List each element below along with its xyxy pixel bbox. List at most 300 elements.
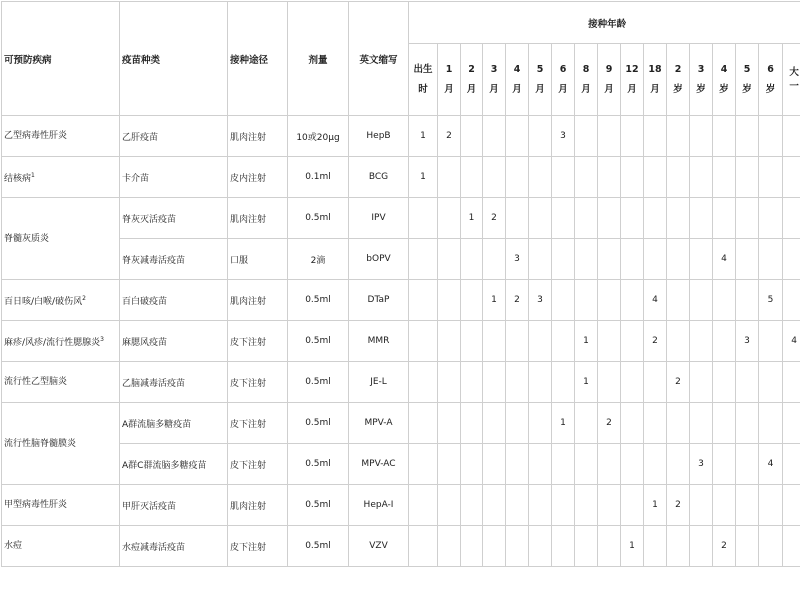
dose-cell: 0.5ml bbox=[288, 403, 349, 444]
age-number: 12 bbox=[623, 60, 641, 80]
dose-number-cell bbox=[783, 157, 800, 198]
header-age: 接种年龄 bbox=[409, 2, 800, 44]
dose-number-cell bbox=[783, 403, 800, 444]
age-unit: 月 bbox=[440, 80, 458, 100]
table-row bbox=[2, 116, 800, 157]
dose-number-cell bbox=[759, 157, 783, 198]
age-column-header bbox=[506, 44, 529, 116]
route-cell: 皮下注射 bbox=[228, 403, 288, 444]
vaccine-name: 卡介苗 bbox=[120, 157, 228, 198]
dose-number-cell bbox=[529, 321, 552, 362]
dose-number-cell bbox=[552, 198, 575, 239]
dose-number-cell: 2 bbox=[667, 362, 690, 403]
dose-number-cell bbox=[690, 362, 713, 403]
dose-number-cell bbox=[690, 116, 713, 157]
age-number: 大一 bbox=[785, 66, 800, 94]
vaccine-name: 乙脑减毒活疫苗 bbox=[120, 362, 228, 403]
dose-number-cell bbox=[598, 116, 621, 157]
dose-cell: 0.5ml bbox=[288, 198, 349, 239]
dose-number-cell: 2 bbox=[713, 526, 736, 567]
table-row bbox=[2, 280, 800, 321]
age-unit: 月 bbox=[600, 80, 618, 100]
dose-number-cell bbox=[529, 403, 552, 444]
abbr-cell: MMR bbox=[349, 321, 409, 362]
dose-number-cell bbox=[461, 116, 483, 157]
dose-number-cell bbox=[621, 485, 644, 526]
dose-number-cell: 1 bbox=[621, 526, 644, 567]
age-column-header bbox=[644, 44, 667, 116]
vaccine-name: 甲肝灭活疫苗 bbox=[120, 485, 228, 526]
dose-number-cell: 4 bbox=[783, 321, 800, 362]
dose-number-cell bbox=[783, 280, 800, 321]
age-unit: 月 bbox=[646, 80, 664, 100]
dose-number-cell bbox=[598, 526, 621, 567]
disease-name: 脊髓灰质炎 bbox=[4, 234, 49, 244]
dose-number-cell bbox=[461, 239, 483, 280]
route-cell: 肌肉注射 bbox=[228, 198, 288, 239]
dose-number-cell bbox=[461, 157, 483, 198]
table-row bbox=[2, 321, 800, 362]
dose-number-cell bbox=[506, 157, 529, 198]
age-unit: 月 bbox=[508, 80, 526, 100]
dose-number-cell bbox=[644, 444, 667, 485]
dose-number-cell bbox=[483, 526, 506, 567]
dose-number-cell bbox=[621, 403, 644, 444]
dose-number-cell bbox=[713, 362, 736, 403]
dose-number-cell bbox=[529, 444, 552, 485]
table-row bbox=[2, 444, 800, 485]
dose-number-cell bbox=[713, 198, 736, 239]
dose-number-cell bbox=[667, 239, 690, 280]
age-column-header bbox=[483, 44, 506, 116]
dose-number-cell bbox=[409, 444, 438, 485]
dose-number-cell bbox=[409, 198, 438, 239]
dose-number-cell bbox=[621, 444, 644, 485]
dose-number-cell bbox=[409, 239, 438, 280]
dose-number-cell bbox=[598, 157, 621, 198]
dose-number-cell bbox=[483, 239, 506, 280]
dose-number-cell bbox=[409, 526, 438, 567]
dose-number-cell bbox=[506, 444, 529, 485]
age-number: 18 bbox=[646, 60, 664, 80]
age-unit: 月 bbox=[577, 80, 595, 100]
table-row bbox=[2, 403, 800, 444]
dose-number-cell bbox=[713, 321, 736, 362]
footnote-marker: 2 bbox=[82, 295, 86, 302]
table-row bbox=[2, 239, 800, 280]
dose-number-cell: 4 bbox=[644, 280, 667, 321]
age-column-header bbox=[409, 44, 438, 116]
disease-name: 麻疹/风疹/流行性腮腺炎 bbox=[4, 338, 100, 348]
age-column-header bbox=[736, 44, 759, 116]
dose-number-cell bbox=[713, 444, 736, 485]
dose-number-cell bbox=[598, 321, 621, 362]
age-unit: 岁 bbox=[738, 80, 756, 100]
dose-number-cell bbox=[667, 280, 690, 321]
dose-number-cell bbox=[736, 403, 759, 444]
dose-number-cell: 2 bbox=[644, 321, 667, 362]
dose-number-cell: 3 bbox=[506, 239, 529, 280]
header-vaccine: 疫苗种类 bbox=[120, 2, 228, 116]
dose-number-cell bbox=[461, 362, 483, 403]
dose-number-cell bbox=[552, 526, 575, 567]
dose-number-cell bbox=[736, 526, 759, 567]
age-number: 4 bbox=[508, 60, 526, 80]
dose-number-cell bbox=[438, 362, 461, 403]
dose-number-cell bbox=[506, 362, 529, 403]
dose-number-cell bbox=[736, 444, 759, 485]
dose-number-cell bbox=[461, 526, 483, 567]
dose-number-cell bbox=[690, 239, 713, 280]
dose-number-cell: 2 bbox=[598, 403, 621, 444]
disease-cell bbox=[2, 403, 120, 485]
age-column-header bbox=[667, 44, 690, 116]
route-cell: 皮下注射 bbox=[228, 444, 288, 485]
dose-number-cell bbox=[713, 116, 736, 157]
dose-number-cell bbox=[736, 485, 759, 526]
dose-number-cell bbox=[409, 485, 438, 526]
disease-cell bbox=[2, 321, 120, 362]
age-unit: 月 bbox=[463, 80, 480, 100]
dose-number-cell bbox=[529, 116, 552, 157]
dose-number-cell bbox=[759, 198, 783, 239]
age-unit: 月 bbox=[531, 80, 549, 100]
dose-number-cell bbox=[621, 198, 644, 239]
abbr-cell: HepB bbox=[349, 116, 409, 157]
dose-number-cell bbox=[667, 403, 690, 444]
disease-cell bbox=[2, 116, 120, 157]
vaccine-name: 乙肝疫苗 bbox=[120, 116, 228, 157]
dose-number-cell bbox=[667, 444, 690, 485]
dose-number-cell bbox=[621, 116, 644, 157]
age-unit: 岁 bbox=[669, 80, 687, 100]
disease-cell bbox=[2, 362, 120, 403]
dose-number-cell bbox=[529, 239, 552, 280]
route-cell: 肌肉注射 bbox=[228, 116, 288, 157]
disease-cell bbox=[2, 198, 120, 280]
dose-number-cell bbox=[506, 116, 529, 157]
age-column-header bbox=[575, 44, 598, 116]
age-column-header bbox=[529, 44, 552, 116]
dose-number-cell bbox=[783, 362, 800, 403]
dose-cell: 0.5ml bbox=[288, 485, 349, 526]
dose-number-cell bbox=[506, 198, 529, 239]
dose-number-cell: 1 bbox=[552, 403, 575, 444]
dose-number-cell bbox=[713, 280, 736, 321]
dose-number-cell bbox=[783, 239, 800, 280]
dose-number-cell bbox=[552, 239, 575, 280]
disease-cell bbox=[2, 280, 120, 321]
dose-cell: 2滴 bbox=[288, 239, 349, 280]
age-column-header bbox=[713, 44, 736, 116]
age-column-header bbox=[759, 44, 783, 116]
vaccination-schedule-table bbox=[1, 1, 800, 567]
dose-number-cell bbox=[667, 321, 690, 362]
dose-number-cell bbox=[461, 321, 483, 362]
dose-number-cell bbox=[783, 116, 800, 157]
dose-number-cell bbox=[690, 280, 713, 321]
dose-number-cell bbox=[575, 239, 598, 280]
disease-cell bbox=[2, 157, 120, 198]
dose-number-cell bbox=[736, 362, 759, 403]
dose-number-cell: 3 bbox=[690, 444, 713, 485]
dose-number-cell bbox=[759, 403, 783, 444]
dose-number-cell bbox=[783, 485, 800, 526]
dose-number-cell bbox=[598, 444, 621, 485]
vaccine-name: A群流脑多糖疫苗 bbox=[120, 403, 228, 444]
header-dose: 剂量 bbox=[288, 2, 349, 116]
dose-number-cell bbox=[461, 485, 483, 526]
dose-number-cell bbox=[736, 157, 759, 198]
dose-number-cell bbox=[575, 157, 598, 198]
dose-number-cell: 2 bbox=[667, 485, 690, 526]
dose-number-cell: 2 bbox=[506, 280, 529, 321]
age-number: 6 bbox=[761, 60, 780, 80]
dose-number-cell: 4 bbox=[713, 239, 736, 280]
dose-number-cell: 5 bbox=[759, 280, 783, 321]
dose-number-cell bbox=[461, 444, 483, 485]
dose-number-cell bbox=[783, 526, 800, 567]
age-number: 3 bbox=[692, 60, 710, 80]
dose-number-cell bbox=[598, 239, 621, 280]
dose-number-cell bbox=[644, 362, 667, 403]
disease-cell bbox=[2, 526, 120, 567]
dose-number-cell bbox=[483, 485, 506, 526]
dose-number-cell bbox=[598, 198, 621, 239]
dose-number-cell bbox=[438, 321, 461, 362]
abbr-cell: DTaP bbox=[349, 280, 409, 321]
dose-number-cell bbox=[575, 444, 598, 485]
dose-number-cell bbox=[783, 198, 800, 239]
age-number: 出生 bbox=[411, 60, 435, 80]
route-cell: 皮下注射 bbox=[228, 321, 288, 362]
age-unit: 时 bbox=[411, 80, 435, 100]
dose-number-cell bbox=[644, 116, 667, 157]
dose-number-cell bbox=[667, 157, 690, 198]
age-unit: 岁 bbox=[692, 80, 710, 100]
dose-number-cell bbox=[598, 485, 621, 526]
header-disease: 可预防疾病 bbox=[2, 2, 120, 116]
dose-cell: 0.5ml bbox=[288, 321, 349, 362]
header-abbr: 英文缩写 bbox=[349, 2, 409, 116]
dose-number-cell bbox=[644, 198, 667, 239]
dose-number-cell bbox=[713, 485, 736, 526]
abbr-cell: MPV-A bbox=[349, 403, 409, 444]
table-row bbox=[2, 362, 800, 403]
age-number: 3 bbox=[485, 60, 503, 80]
dose-number-cell bbox=[483, 116, 506, 157]
route-cell: 皮内注射 bbox=[228, 157, 288, 198]
dose-number-cell bbox=[483, 362, 506, 403]
dose-number-cell bbox=[644, 403, 667, 444]
route-cell: 皮下注射 bbox=[228, 526, 288, 567]
dose-number-cell bbox=[506, 321, 529, 362]
dose-number-cell bbox=[552, 280, 575, 321]
dose-number-cell bbox=[644, 157, 667, 198]
dose-number-cell bbox=[759, 239, 783, 280]
dose-number-cell bbox=[438, 403, 461, 444]
route-cell: 肌肉注射 bbox=[228, 485, 288, 526]
dose-number-cell bbox=[438, 280, 461, 321]
dose-number-cell bbox=[438, 157, 461, 198]
dose-number-cell bbox=[736, 198, 759, 239]
vaccine-name: 水痘减毒活疫苗 bbox=[120, 526, 228, 567]
dose-number-cell bbox=[713, 157, 736, 198]
age-number: 9 bbox=[600, 60, 618, 80]
disease-name: 乙型病毒性肝炎 bbox=[4, 131, 67, 141]
dose-number-cell bbox=[575, 485, 598, 526]
dose-number-cell bbox=[529, 198, 552, 239]
dose-number-cell bbox=[483, 321, 506, 362]
footnote-marker: 1 bbox=[31, 172, 35, 179]
dose-number-cell bbox=[690, 157, 713, 198]
dose-number-cell bbox=[759, 116, 783, 157]
dose-number-cell bbox=[759, 526, 783, 567]
abbr-cell: IPV bbox=[349, 198, 409, 239]
age-number: 2 bbox=[669, 60, 687, 80]
footnote-marker: 3 bbox=[100, 336, 104, 343]
dose-number-cell bbox=[690, 526, 713, 567]
age-number: 6 bbox=[554, 60, 572, 80]
dose-number-cell bbox=[552, 444, 575, 485]
dose-number-cell bbox=[690, 198, 713, 239]
header-route: 接种途径 bbox=[228, 2, 288, 116]
age-column-header bbox=[438, 44, 461, 116]
dose-number-cell bbox=[759, 321, 783, 362]
dose-number-cell bbox=[552, 157, 575, 198]
age-number: 4 bbox=[715, 60, 733, 80]
dose-number-cell bbox=[552, 485, 575, 526]
dose-number-cell: 3 bbox=[552, 116, 575, 157]
dose-number-cell bbox=[552, 362, 575, 403]
dose-cell: 10或20μg bbox=[288, 116, 349, 157]
disease-cell bbox=[2, 485, 120, 526]
dose-number-cell bbox=[483, 403, 506, 444]
table-row bbox=[2, 198, 800, 239]
vaccine-name: 麻腮风疫苗 bbox=[120, 321, 228, 362]
route-cell: 肌肉注射 bbox=[228, 280, 288, 321]
abbr-cell: VZV bbox=[349, 526, 409, 567]
dose-number-cell bbox=[690, 485, 713, 526]
table-row bbox=[2, 485, 800, 526]
dose-number-cell bbox=[409, 321, 438, 362]
age-unit: 月 bbox=[485, 80, 503, 100]
disease-name: 水痘 bbox=[4, 541, 22, 551]
dose-number-cell bbox=[552, 321, 575, 362]
table-row bbox=[2, 157, 800, 198]
dose-number-cell bbox=[529, 362, 552, 403]
dose-number-cell: 1 bbox=[483, 280, 506, 321]
abbr-cell: BCG bbox=[349, 157, 409, 198]
dose-number-cell bbox=[461, 403, 483, 444]
dose-number-cell bbox=[575, 198, 598, 239]
dose-number-cell bbox=[461, 280, 483, 321]
dose-number-cell: 1 bbox=[409, 116, 438, 157]
age-number: 8 bbox=[577, 60, 595, 80]
dose-number-cell bbox=[483, 157, 506, 198]
dose-number-cell bbox=[438, 198, 461, 239]
dose-cell: 0.1ml bbox=[288, 157, 349, 198]
dose-number-cell bbox=[621, 157, 644, 198]
dose-number-cell bbox=[506, 403, 529, 444]
dose-number-cell: 4 bbox=[759, 444, 783, 485]
disease-name: 百日咳/白喉/破伤风 bbox=[4, 297, 82, 307]
disease-name: 流行性乙型脑炎 bbox=[4, 377, 67, 387]
dose-number-cell bbox=[438, 444, 461, 485]
dose-number-cell bbox=[667, 198, 690, 239]
age-unit: 岁 bbox=[761, 80, 780, 100]
dose-number-cell bbox=[575, 116, 598, 157]
disease-name: 甲型病毒性肝炎 bbox=[4, 500, 67, 510]
dose-number-cell bbox=[621, 362, 644, 403]
age-number: 5 bbox=[531, 60, 549, 80]
vaccine-name: A群C群流脑多糖疫苗 bbox=[120, 444, 228, 485]
dose-number-cell bbox=[529, 485, 552, 526]
age-column-header bbox=[552, 44, 575, 116]
dose-number-cell: 2 bbox=[483, 198, 506, 239]
vaccine-name: 脊灰灭活疫苗 bbox=[120, 198, 228, 239]
abbr-cell: bOPV bbox=[349, 239, 409, 280]
age-number: 2 bbox=[463, 60, 480, 80]
age-column-header bbox=[690, 44, 713, 116]
age-column-header bbox=[598, 44, 621, 116]
dose-number-cell bbox=[690, 403, 713, 444]
dose-number-cell bbox=[759, 362, 783, 403]
dose-number-cell bbox=[529, 526, 552, 567]
dose-number-cell bbox=[759, 485, 783, 526]
dose-number-cell bbox=[783, 444, 800, 485]
vaccine-name: 百白破疫苗 bbox=[120, 280, 228, 321]
dose-number-cell bbox=[713, 403, 736, 444]
abbr-cell: JE-L bbox=[349, 362, 409, 403]
age-number: 1 bbox=[440, 60, 458, 80]
route-cell: 口服 bbox=[228, 239, 288, 280]
dose-number-cell bbox=[409, 280, 438, 321]
dose-number-cell bbox=[575, 526, 598, 567]
dose-number-cell bbox=[667, 116, 690, 157]
dose-number-cell bbox=[506, 485, 529, 526]
dose-number-cell: 3 bbox=[529, 280, 552, 321]
disease-name: 流行性脑脊髓膜炎 bbox=[4, 439, 76, 449]
dose-number-cell: 1 bbox=[575, 362, 598, 403]
dose-number-cell: 1 bbox=[575, 321, 598, 362]
dose-number-cell bbox=[621, 239, 644, 280]
vaccine-name: 脊灰减毒活疫苗 bbox=[120, 239, 228, 280]
dose-number-cell bbox=[575, 280, 598, 321]
age-number: 5 bbox=[738, 60, 756, 80]
dose-number-cell: 1 bbox=[409, 157, 438, 198]
age-unit: 月 bbox=[554, 80, 572, 100]
dose-number-cell: 1 bbox=[644, 485, 667, 526]
dose-number-cell bbox=[644, 526, 667, 567]
dose-number-cell: 2 bbox=[438, 116, 461, 157]
dose-cell: 0.5ml bbox=[288, 362, 349, 403]
dose-cell: 0.5ml bbox=[288, 444, 349, 485]
dose-number-cell bbox=[529, 157, 552, 198]
dose-number-cell bbox=[438, 485, 461, 526]
dose-number-cell bbox=[506, 526, 529, 567]
dose-cell: 0.5ml bbox=[288, 526, 349, 567]
dose-number-cell bbox=[483, 444, 506, 485]
dose-number-cell bbox=[736, 116, 759, 157]
dose-number-cell bbox=[736, 280, 759, 321]
dose-number-cell bbox=[621, 321, 644, 362]
dose-number-cell bbox=[621, 280, 644, 321]
dose-number-cell bbox=[667, 526, 690, 567]
abbr-cell: MPV-AC bbox=[349, 444, 409, 485]
dose-cell: 0.5ml bbox=[288, 280, 349, 321]
age-unit: 岁 bbox=[715, 80, 733, 100]
